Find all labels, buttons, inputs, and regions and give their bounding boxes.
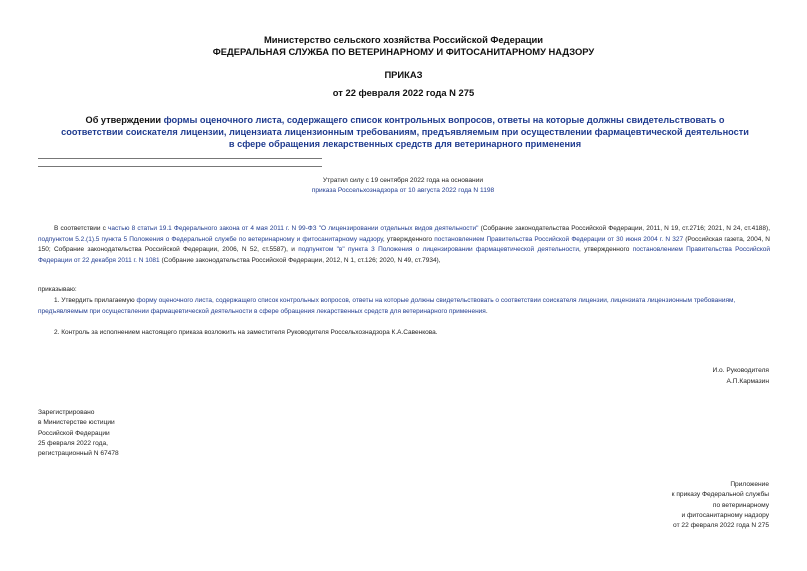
document-type: ПРИКАЗ: [384, 69, 423, 80]
title-link[interactable]: формы оценочного листа, содержащего список контрольных вопросов, ответы на которые должны свидетельствовать о соответствии соискателя лицензии, лицензиата лицензионным требованиям, предъявляемым при осуществлении фармацевтической деятельности в сфере обращения лекарственных средств для ветеринарного применения: [61, 115, 749, 150]
preamble-text: (Собрание законодательства Российской Федерации, 2012, N 1, ст.126; 2020, N 49, ст.7934),: [159, 256, 441, 264]
order-item-text: 1. Утвердить прилагаемую: [54, 297, 137, 304]
regulation-link[interactable]: подпунктом 5.2.(1).5 пункта 5 Положения о Федеральной службе по ветеринарному и фитосанитарному надзору: [38, 235, 383, 243]
order-item-1: [38, 296, 770, 317]
registration-block: [38, 408, 119, 459]
order-word: приказываю:: [38, 286, 77, 293]
decree-link[interactable]: постановлением Правительства Российской Федерации от 30 июня 2004 г. N 327: [434, 235, 684, 243]
order-item-text: .: [485, 307, 488, 315]
registration-line: Зарегистрировано: [38, 409, 95, 416]
appendix-block: [672, 480, 769, 531]
registration-line: регистрационный N 67478: [38, 450, 119, 458]
divider: [38, 158, 322, 159]
form-link[interactable]: форму оценочного листа, содержащего список контрольных вопросов, ответы на которые должны свидетельствовать о соответствии соискателя лицензии, лицензиата лицензионным требованиям, предъявляемым при осуществлении фармацевтической деятельности в сфере обращения лекарственных средств для ветеринарного применения: [38, 297, 736, 315]
preamble-text: , утвержденного: [382, 235, 435, 243]
ministry-heading: Министерство сельского хозяйства Российской Федерации: [263, 34, 544, 45]
decree-link-2[interactable]: постановлением Правительства Российской Федерации от 22 декабря 2011 г. N 1081: [38, 246, 770, 264]
signatory-position: И.о. Руководителя: [712, 367, 769, 374]
registration-line: Российской Федерации: [38, 429, 110, 437]
registration-line: 25 февраля 2022 года,: [38, 439, 108, 447]
preamble-text: , утвержденного: [578, 246, 633, 254]
preamble-text: (Российская газета, 2004, N 150; Собрание законодательства Российской Федерации, 2006, N 52, ст.5587), и: [38, 235, 770, 254]
appendix-line: к приказу Федеральной службы: [671, 491, 769, 499]
title-prefix: Об утверждении: [85, 115, 164, 125]
appendix-line: и фитосанитарному надзору: [681, 511, 769, 519]
registration-line: в Министерстве юстиции: [38, 419, 115, 427]
preamble-text: В соответствии с: [54, 225, 109, 232]
licensing-regulation-link[interactable]: подпунктом "в" пункта 3 Положения о лицензировании фармацевтической деятельности: [298, 246, 579, 254]
document-date-number: от 22 февраля 2022 года N 275: [332, 87, 475, 98]
order-item-2: 2. Контроль за исполнением настоящего приказа возложить на заместителя Руководителя Россельхознадзора К.А.Савенкова.: [54, 329, 438, 336]
preamble-paragraph: [38, 224, 770, 266]
appendix-line: от 22 февраля 2022 года N 275: [673, 522, 769, 530]
law-link[interactable]: частью 8 статьи 19.1 Федерального закона от 4 мая 2011 г. N 99-ФЗ "О лицензировании отдельных видов деятельности": [108, 225, 479, 232]
status-note: Утратил силу с 19 сентября 2022 года на основании: [322, 177, 484, 184]
divider: [38, 166, 322, 167]
appendix-line: Приложение: [730, 481, 769, 488]
document-title: [60, 114, 750, 151]
service-heading: ФЕДЕРАЛЬНАЯ СЛУЖБА ПО ВЕТЕРИНАРНОМУ И ФИТОСАНИТАРНОМУ НАДЗОРУ: [212, 46, 595, 57]
appendix-line: по ветеринарному: [712, 501, 769, 509]
signatory-name: А.П.Кармазин: [726, 378, 769, 385]
preamble-text: (Собрание законодательства Российской Федерации, 2011, N 19, ст.2716; 2021, N 24, ст.4188),: [478, 225, 771, 232]
status-link[interactable]: приказа Россельхознадзора от 10 августа 2022 года N 1198: [311, 187, 495, 194]
